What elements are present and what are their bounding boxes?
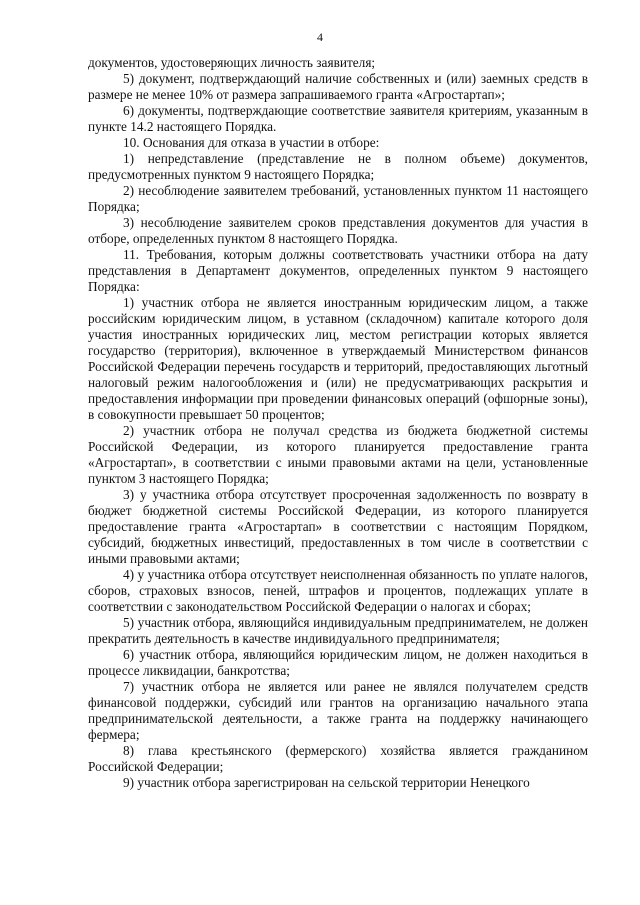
paragraph: 5) участник отбора, являющийся индивидуальным предпринимателем, не должен прекратить деятельность в качестве индивидуального предпринимателя; [88, 615, 588, 646]
paragraph: 7) участник отбора не является или ранее не являлся получателем средств финансовой поддержки, субсидий или грантов на организацию начального этапа предпринимательской деятельности, а также гранта на поддержку начинающего фермера; [88, 679, 588, 742]
paragraph: 2) несоблюдение заявителем требований, установленных пунктом 11 настоящего Порядка; [88, 183, 588, 214]
paragraph: документов, удостоверяющих личность заявителя; [88, 55, 376, 70]
section-heading: 10. Основания для отказа в участии в отборе: [123, 135, 380, 150]
paragraph: 1) участник отбора не является иностранным юридическим лицом, а также российским юридическим лицом, в уставном (складочном) капитале которого доля участия иностранных юридических лиц, местом регистрации которых является государство (территория), включенное в утверждаемый Министерством финансов Российской Федерации перечень государств и территорий, предоставляющих льготный налоговый режим налогообложения и (или) не предусматривающих раскрытия и предоставления информации при проведении финансовых операций (офшорные зоны), в совокупности превышает 50 процентов; [88, 295, 588, 422]
paragraph: 1) непредставление (представление не в полном объеме) документов, предусмотренных пунктом 9 настоящего Порядка; [88, 151, 588, 182]
page-number: 4 [317, 30, 323, 44]
paragraph: 2) участник отбора не получал средства из бюджета бюджетной системы Российской Федерации, из которого планируется предоставление гранта «Агростартап», в соответствии с иными правовыми актами на цели, установленные пунктом 3 настоящего Порядка; [88, 423, 588, 486]
document-body [88, 55, 588, 791]
paragraph: 3) у участника отбора отсутствует просроченная задолженность по возврату в бюджет бюджетной системы Российской Федерации, из которого планируется предоставление гранта «Агростартап» в соответствии с настоящим Порядком, субсидий, бюджетных инвестиций, предоставленных в том числе в соответствии с иными правовыми актами; [88, 487, 588, 566]
paragraph: 9) участник отбора зарегистрирован на сельской территории Ненецкого [123, 775, 530, 790]
section-heading: 11. Требования, которым должны соответствовать участники отбора на дату представления в Департамент документов, определенных пунктом 9 настоящего Порядка: [88, 247, 588, 294]
paragraph: 6) документы, подтверждающие соответствие заявителя критериям, указанным в пункте 14.2 настоящего Порядка. [88, 103, 588, 134]
paragraph: 3) несоблюдение заявителем сроков представления документов для участия в отборе, определенных пунктом 8 настоящего Порядка. [88, 215, 588, 246]
paragraph: 5) документ, подтверждающий наличие собственных и (или) заемных средств в размере не менее 10% от размера запрашиваемого гранта «Агростартап»; [88, 71, 588, 102]
paragraph: 6) участник отбора, являющийся юридическим лицом, не должен находиться в процессе ликвидации, банкротства; [88, 647, 588, 678]
paragraph: 4) у участника отбора отсутствует неисполненная обязанность по уплате налогов, сборов, страховых взносов, пеней, штрафов и процентов, подлежащих уплате в соответствии с законодательством Российской Федерации о налогах и сборах; [88, 567, 588, 614]
paragraph: 8) глава крестьянского (фермерского) хозяйства является гражданином Российской Федерации; [88, 743, 588, 774]
